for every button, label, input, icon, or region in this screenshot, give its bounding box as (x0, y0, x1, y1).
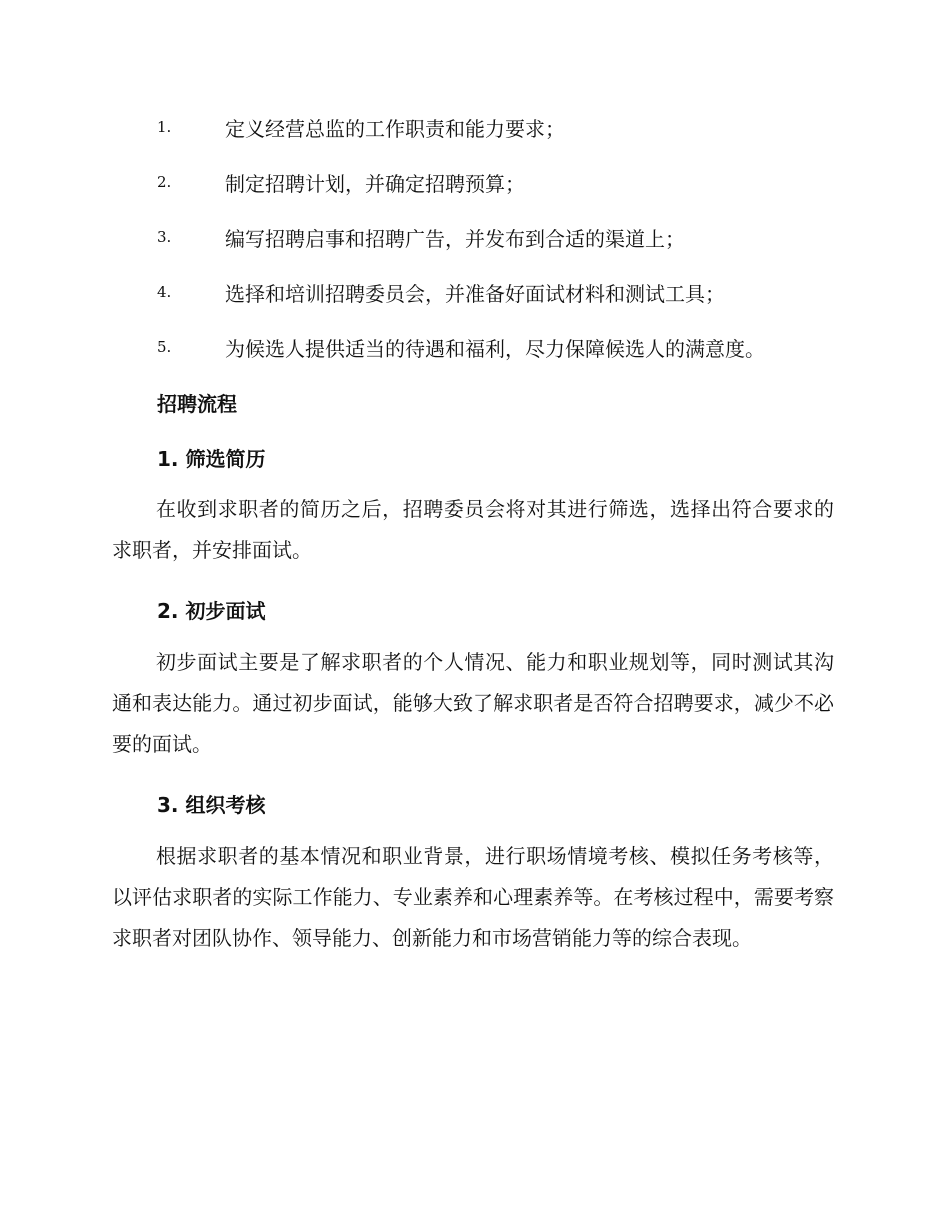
list-item-number: 3. (157, 228, 172, 246)
list-item-text: 为候选人提供适当的待遇和福利，尽力保障候选人的满意度。 (225, 337, 765, 361)
step-heading-screening: 1. 筛选简历 (157, 447, 266, 471)
list-item-number: 2. (157, 173, 172, 191)
section-title: 招聘流程 (157, 392, 237, 416)
list-item-text: 选择和培训招聘委员会，并准备好面试材料和测试工具； (225, 282, 725, 306)
list-item (0, 273, 950, 328)
step-body-assessment: 根据求职者的基本情况和职业背景，进行职场情境考核、模拟任务考核等，以评估求职者的实际工作能力、专业素养和心理素养等。在考核过程中，需要考察求职者对团队协作、领导能力、创新能力和市场营销能力等的综合表现。 (112, 844, 834, 950)
list-item-number: 5. (157, 338, 172, 356)
step-body-initial-interview: 初步面试主要是了解求职者的个人情况、能力和职业规划等，同时测试其沟通和表达能力。通过初步面试，能够大致了解求职者是否符合招聘要求，减少不必要的面试。 (112, 650, 834, 756)
list-item-text: 制定招聘计划，并确定招聘预算； (225, 172, 525, 196)
requirements-list (0, 108, 950, 383)
list-item (0, 218, 950, 273)
list-item (0, 108, 950, 163)
step-body-screening: 在收到求职者的简历之后，招聘委员会将对其进行筛选，选择出符合要求的求职者，并安排面试。 (112, 497, 834, 562)
list-item (0, 328, 950, 383)
list-item-text: 编写招聘启事和招聘广告，并发布到合适的渠道上； (225, 227, 685, 251)
step-heading-assessment: 3. 组织考核 (157, 793, 266, 817)
list-item-text: 定义经营总监的工作职责和能力要求； (225, 117, 565, 141)
list-item-number: 1. (157, 118, 172, 136)
list-item-number: 4. (157, 283, 172, 301)
step-heading-initial-interview: 2. 初步面试 (157, 599, 266, 623)
list-item (0, 163, 950, 218)
